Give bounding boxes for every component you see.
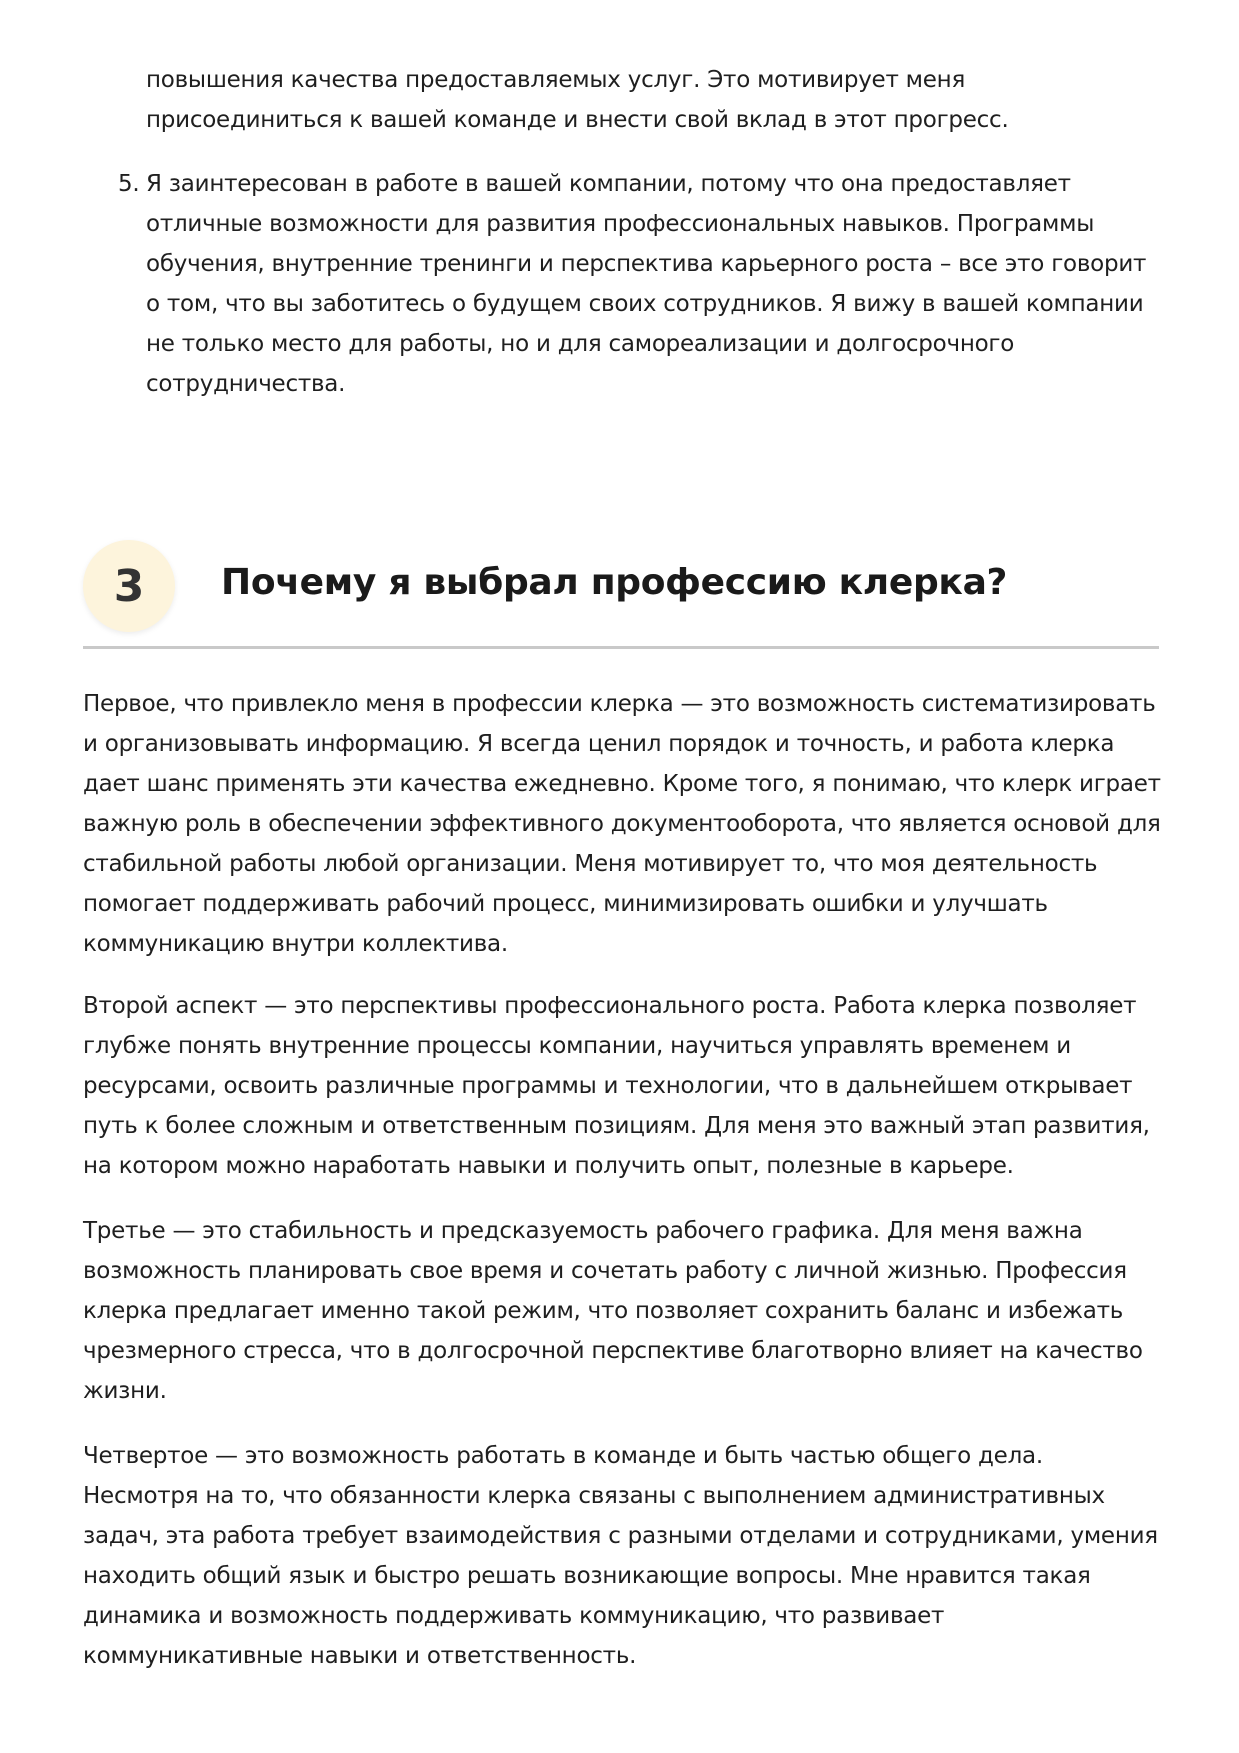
continuation-paragraph: повышения качества предоставляемых услуг. Это мотивирует меня присоединиться к вашей команде и внести свой вклад в этот прогресс. [146,67,1009,133]
section-paragraph-1: Первое, что привлекло меня в профессии клерка — это возможность систематизировать и организовывать информацию. Я всегда ценил порядок и точность, и работа клерка дает шанс применять эти качества ежедневно. Кроме того, я понимаю, что клерк играет важную роль в обеспечении эффективного документооборота, что является основой для стабильной работы любой организации. Меня мотивирует то, что моя деятельность помогает поддерживать рабочий процесс, минимизировать ошибки и улучшать коммуникацию внутри коллектива. [83,691,1161,957]
section-paragraph-4: Четвертое — это возможность работать в команде и быть частью общего дела. Несмотря на то, что обязанности клерка связаны с выполнением административных задач, эта работа требует взаимодействия с разными отделами и сотрудниками, умения находить общий язык и быстро решать возникающие вопросы. Мне нравится такая динамика и возможность поддерживать коммуникацию, что развивает коммуникативные навыки и ответственность. [83,1443,1158,1669]
list-item-number: 5. [118,171,140,197]
section-paragraph-3: Третье — это стабильность и предсказуемость рабочего графика. Для меня важна возможность планировать свое время и сочетать работу с личной жизнью. Профессия клерка предлагает именно такой режим, что позволяет сохранить баланс и избежать чрезмерного стресса, что в долгосрочной перспективе благотворно влияет на качество жизни. [83,1218,1143,1404]
section-title: Почему я выбрал профессию клерка? [221,562,1008,603]
section-number-badge: 3 [83,540,175,632]
section-paragraph-2: Второй аспект — это перспективы профессионального роста. Работа клерка позволяет глубже понять внутренние процессы компании, научиться управлять временем и ресурсами, освоить различные программы и технологии, что в дальнейшем открывает путь к более сложным и ответственным позициям. Для меня это важный этап развития, на котором можно наработать навыки и получить опыт, полезные в карьере. [83,993,1150,1179]
list-item [118,164,1156,404]
section-header [83,538,1159,649]
list-item-text: Я заинтересован в работе в вашей компании, потому что она предоставляет отличные возможности для развития профессиональных навыков. Программы обучения, внутренние тренинги и перспектива карьерного роста – все это говорит о том, что вы заботитесь о будущем своих сотрудников. Я вижу в вашей компании не только место для работы, но и для самореализации и долгосрочного сотрудничества. [146,171,1147,397]
